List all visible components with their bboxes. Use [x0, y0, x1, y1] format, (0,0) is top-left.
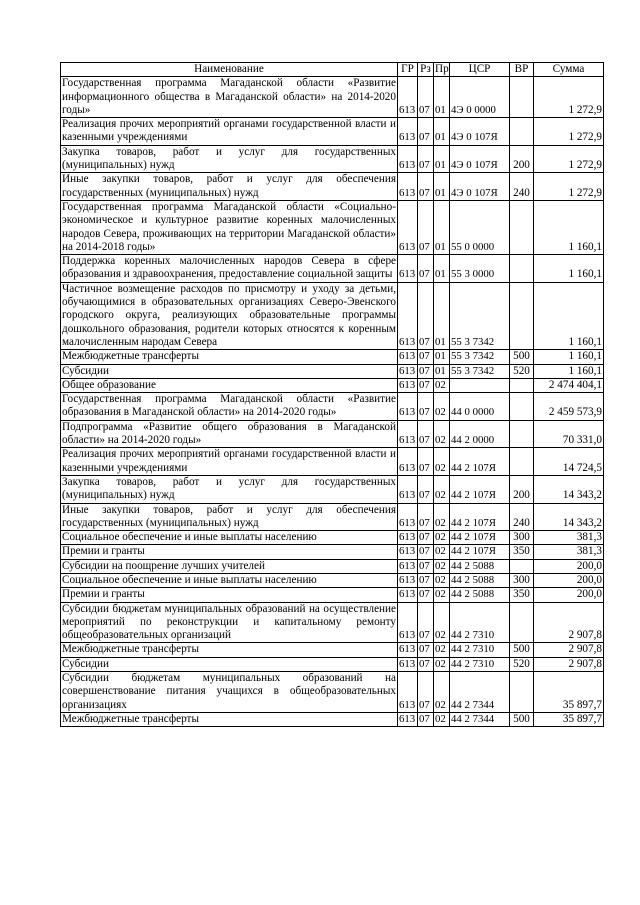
cell-csr [450, 378, 510, 392]
cell-pr: 01 [434, 200, 450, 254]
cell-gr: 613 [398, 378, 418, 392]
table-row [61, 531, 604, 545]
cell-vr [510, 200, 534, 254]
cell-pr: 02 [434, 378, 450, 392]
cell-pr: 02 [434, 420, 450, 448]
cell-gr: 613 [398, 657, 418, 671]
cell-name: Частичное возмещение расходов по присмотру и уходу за детьми, обучающимися в образовательных организациях Северо-Эвенского городского округа, реализующих образовательные программы дошкольного образования, родители которых относятся к коренным малочисленным народам Севера [62, 282, 396, 348]
cell-gr: 613 [398, 559, 418, 573]
cell-pr: 02 [434, 503, 450, 531]
cell-sum: 14 343,2 [534, 475, 604, 503]
cell-rz: 07 [418, 350, 434, 364]
cell-csr: 4Э 0 107Я [450, 118, 510, 146]
cell-pr: 02 [434, 672, 450, 713]
cell-name: Межбюджетные трансферты [61, 712, 398, 726]
cell-rz: 07 [418, 448, 434, 476]
table-row [61, 672, 604, 713]
cell-name: Общее образование [61, 378, 398, 392]
cell-vr [510, 559, 534, 573]
cell-pr: 01 [434, 364, 450, 378]
cell-csr: 4Э 0 0000 [450, 77, 510, 118]
budget-table [60, 62, 604, 727]
table-row [61, 712, 604, 726]
cell-pr: 02 [434, 657, 450, 671]
cell-csr: 44 2 7310 [450, 602, 510, 643]
cell-vr: 240 [510, 173, 534, 201]
cell-pr: 02 [434, 448, 450, 476]
cell-rz: 07 [418, 200, 434, 254]
cell-rz: 07 [418, 282, 434, 349]
cell-rz: 07 [418, 364, 434, 378]
cell-csr: 44 2 0000 [450, 420, 510, 448]
cell-vr [510, 393, 534, 421]
cell-gr: 613 [398, 118, 418, 146]
cell-name: Межбюджетные трансферты [61, 643, 398, 657]
cell-rz: 07 [418, 475, 434, 503]
cell-name: Премии и гранты [61, 588, 398, 602]
table-row [61, 255, 604, 283]
cell-rz: 07 [418, 588, 434, 602]
cell-sum: 70 331,0 [534, 420, 604, 448]
cell-gr: 613 [398, 77, 418, 118]
cell-sum: 1 160,1 [534, 282, 604, 349]
cell-csr: 44 2 7344 [450, 712, 510, 726]
cell-name: Государственная программа Магаданской области «Развитие информационного общества в Магаданской области» на 2014-2020 годы» [62, 77, 396, 116]
cell-rz: 07 [418, 118, 434, 146]
table-row [61, 364, 604, 378]
cell-pr: 02 [434, 643, 450, 657]
header-pr: Пр [435, 63, 449, 75]
cell-vr [510, 378, 534, 392]
cell-csr: 4Э 0 107Я [450, 145, 510, 173]
cell-name: Субсидии бюджетам муниципальных образований на осуществление мероприятий по реконструкции и капитальному ремонту общеобразовательных организаций [62, 602, 396, 642]
table-row [61, 588, 604, 602]
cell-csr: 44 2 5088 [450, 588, 510, 602]
table-row [61, 350, 604, 364]
cell-vr: 500 [510, 643, 534, 657]
cell-gr: 613 [398, 364, 418, 378]
cell-gr: 613 [398, 448, 418, 476]
cell-sum: 1 272,9 [534, 118, 604, 146]
cell-pr: 02 [434, 531, 450, 545]
cell-vr: 300 [510, 573, 534, 587]
cell-pr: 02 [434, 712, 450, 726]
cell-gr: 613 [398, 643, 418, 657]
cell-vr [510, 282, 534, 349]
cell-csr: 44 0 0000 [450, 393, 510, 421]
cell-pr: 01 [434, 145, 450, 173]
cell-vr: 500 [510, 350, 534, 364]
cell-vr [510, 255, 534, 283]
header-row [61, 63, 604, 77]
cell-pr: 02 [434, 573, 450, 587]
cell-rz: 07 [418, 77, 434, 118]
table-row [61, 643, 604, 657]
cell-pr: 02 [434, 545, 450, 559]
cell-vr [510, 420, 534, 448]
cell-pr: 01 [434, 282, 450, 349]
cell-vr: 350 [510, 545, 534, 559]
cell-name: Социальное обеспечение и иные выплаты населению [61, 573, 398, 587]
cell-gr: 613 [398, 255, 418, 283]
cell-rz: 07 [418, 503, 434, 531]
cell-sum: 1 160,1 [534, 200, 604, 254]
cell-sum: 381,3 [534, 531, 604, 545]
cell-rz: 07 [418, 573, 434, 587]
table-row [61, 602, 604, 643]
table-row [61, 145, 604, 173]
cell-csr: 44 2 107Я [450, 475, 510, 503]
cell-vr: 200 [510, 145, 534, 173]
cell-vr: 200 [510, 475, 534, 503]
header-vr: ВР [510, 63, 534, 77]
cell-pr: 01 [434, 350, 450, 364]
cell-pr: 01 [434, 118, 450, 146]
cell-vr [510, 77, 534, 118]
cell-gr: 613 [398, 531, 418, 545]
cell-sum: 35 897,7 [534, 672, 604, 713]
cell-name: Субсидии [61, 657, 398, 671]
cell-name: Закупка товаров, работ и услуг для государственных (муниципальных) нужд [62, 475, 396, 502]
cell-pr: 01 [434, 173, 450, 201]
header-sum: Сумма [534, 63, 604, 77]
cell-csr: 44 2 7310 [450, 657, 510, 671]
cell-sum: 1 272,9 [534, 145, 604, 173]
cell-gr: 613 [398, 393, 418, 421]
cell-gr: 613 [398, 712, 418, 726]
cell-gr: 613 [398, 672, 418, 713]
cell-name: Закупка товаров, работ и услуг для государственных (муниципальных) нужд [62, 145, 396, 172]
header-csr: ЦСР [450, 63, 510, 77]
cell-sum: 2 907,8 [534, 643, 604, 657]
cell-name: Поддержка коренных малочисленных народов Севера в сфере образования и здравоохранения, предоставление социальной защиты [62, 255, 396, 281]
table-row [61, 448, 604, 476]
cell-rz: 07 [418, 378, 434, 392]
table-row [61, 118, 604, 146]
cell-name: Социальное обеспечение и иные выплаты населению [61, 531, 398, 545]
cell-gr: 613 [398, 602, 418, 643]
cell-name: Подпрограмма «Развитие общего образования в Магаданской области» на 2014-2020 годы» [62, 420, 396, 447]
cell-sum: 2 474 404,1 [534, 378, 604, 392]
cell-gr: 613 [398, 503, 418, 531]
cell-name: Субсидии [61, 364, 398, 378]
cell-gr: 613 [398, 573, 418, 587]
cell-csr: 44 2 7344 [450, 672, 510, 713]
cell-vr: 240 [510, 503, 534, 531]
cell-rz: 07 [418, 559, 434, 573]
cell-vr [510, 118, 534, 146]
cell-sum: 14 343,2 [534, 503, 604, 531]
cell-csr: 44 2 107Я [450, 448, 510, 476]
cell-csr: 44 2 107Я [450, 545, 510, 559]
cell-vr: 500 [510, 712, 534, 726]
cell-sum: 35 897,7 [534, 712, 604, 726]
header-gr: ГР [398, 63, 418, 77]
cell-sum: 200,0 [534, 588, 604, 602]
table-row [61, 393, 604, 421]
cell-sum: 1 160,1 [534, 350, 604, 364]
cell-gr: 613 [398, 173, 418, 201]
cell-pr: 01 [434, 255, 450, 283]
cell-csr: 55 3 7342 [450, 364, 510, 378]
cell-gr: 613 [398, 588, 418, 602]
header-rz: Рз [418, 63, 434, 77]
cell-gr: 613 [398, 420, 418, 448]
cell-name: Иные закупки товаров, работ и услуг для обеспечения государственных (муниципальных) нужд [62, 503, 396, 529]
cell-csr: 4Э 0 107Я [450, 173, 510, 201]
cell-name: Реализация прочих мероприятий органами государственной власти и казенными учреждениями [62, 118, 396, 144]
cell-sum: 2 907,8 [534, 602, 604, 643]
cell-sum: 200,0 [534, 559, 604, 573]
cell-pr: 02 [434, 475, 450, 503]
table-row [61, 420, 604, 448]
table-row [61, 173, 604, 201]
cell-gr: 613 [398, 200, 418, 254]
cell-rz: 07 [418, 712, 434, 726]
cell-vr: 520 [510, 364, 534, 378]
cell-csr: 55 3 0000 [450, 255, 510, 283]
cell-name: Государственная программа Магаданской области «Социально-экономическое и культурное развитие коренных малочисленных народов Севера, проживающих на территории Магаданской области» на 2014-2018 годы» [62, 200, 396, 253]
cell-sum: 200,0 [534, 573, 604, 587]
cell-sum: 381,3 [534, 545, 604, 559]
table-row [61, 200, 604, 254]
cell-gr: 613 [398, 350, 418, 364]
cell-sum: 14 724,5 [534, 448, 604, 476]
table-row [61, 503, 604, 531]
cell-rz: 07 [418, 545, 434, 559]
cell-gr: 613 [398, 282, 418, 349]
cell-sum: 1 272,9 [534, 77, 604, 118]
cell-rz: 07 [418, 672, 434, 713]
cell-rz: 07 [418, 255, 434, 283]
cell-csr: 44 2 5088 [450, 559, 510, 573]
cell-rz: 07 [418, 531, 434, 545]
cell-name: Субсидии бюджетам муниципальных образований на совершенствование питания учащихся в общеобразовательных организациях [62, 672, 396, 711]
cell-csr: 44 2 107Я [450, 531, 510, 545]
table-row [61, 559, 604, 573]
cell-name: Премии и гранты [61, 545, 398, 559]
table-row [61, 282, 604, 349]
cell-vr [510, 672, 534, 713]
cell-pr: 01 [434, 77, 450, 118]
cell-vr: 300 [510, 531, 534, 545]
cell-sum: 2 459 573,9 [534, 393, 604, 421]
cell-name: Межбюджетные трансферты [61, 350, 398, 364]
header-name: Наименование [61, 63, 398, 77]
cell-csr: 55 3 7342 [450, 350, 510, 364]
cell-csr: 55 3 7342 [450, 282, 510, 349]
cell-sum: 1 160,1 [534, 364, 604, 378]
cell-csr: 55 0 0000 [450, 200, 510, 254]
cell-pr: 02 [434, 602, 450, 643]
cell-gr: 613 [398, 145, 418, 173]
cell-rz: 07 [418, 393, 434, 421]
cell-sum: 2 907,8 [534, 657, 604, 671]
cell-pr: 02 [434, 588, 450, 602]
cell-rz: 07 [418, 643, 434, 657]
table-row [61, 545, 604, 559]
cell-vr [510, 448, 534, 476]
table-row [61, 378, 604, 392]
cell-name: Государственная программа Магаданской области «Развитие образования в Магаданской области» на 2014-2020 годы» [62, 393, 396, 419]
cell-sum: 1 160,1 [534, 255, 604, 283]
cell-vr: 520 [510, 657, 534, 671]
table-row [61, 77, 604, 118]
table-row [61, 657, 604, 671]
table-row [61, 475, 604, 503]
cell-vr: 350 [510, 588, 534, 602]
cell-rz: 07 [418, 420, 434, 448]
cell-name: Иные закупки товаров, работ и услуг для обеспечения государственных (муниципальных) нужд [62, 173, 396, 199]
cell-vr [510, 602, 534, 643]
cell-sum: 1 272,9 [534, 173, 604, 201]
cell-pr: 02 [434, 559, 450, 573]
cell-name: Субсидии на поощрение лучших учителей [61, 559, 398, 573]
cell-name: Реализация прочих мероприятий органами государственной власти и казенными учреждениями [62, 448, 396, 474]
cell-csr: 44 2 7310 [450, 643, 510, 657]
cell-rz: 07 [418, 602, 434, 643]
cell-csr: 44 2 107Я [450, 503, 510, 531]
cell-rz: 07 [418, 657, 434, 671]
cell-rz: 07 [418, 145, 434, 173]
cell-gr: 613 [398, 475, 418, 503]
cell-rz: 07 [418, 173, 434, 201]
cell-pr: 02 [434, 393, 450, 421]
cell-gr: 613 [398, 545, 418, 559]
cell-csr: 44 2 5088 [450, 573, 510, 587]
table-row [61, 573, 604, 587]
